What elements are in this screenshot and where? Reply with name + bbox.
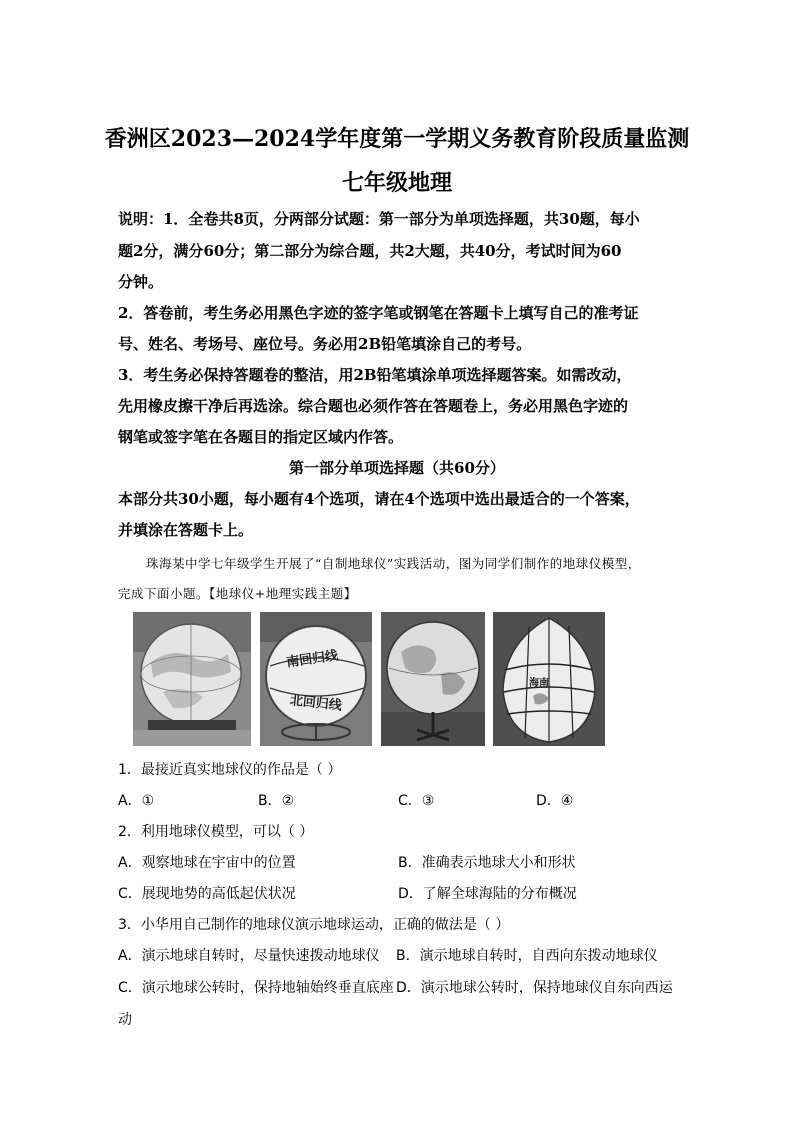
question-1-stem: 1．最接近真实地球仪的作品是（ ） (118, 762, 342, 778)
part1-heading: 第一部分单项选择题（共60分） (289, 459, 505, 477)
instruction-line: 分钟。 (118, 273, 164, 291)
instruction-line: 号、姓名、考场号、座位号。务必用2B铅笔填涂自己的考号。 (118, 335, 532, 353)
globe-photos (133, 612, 605, 746)
question-1-option-c[interactable]: C．③ (398, 793, 435, 809)
question-2-stem: 2．利用地球仪模型，可以（ ） (118, 824, 314, 840)
question-3-option-d[interactable]: D．演示地球公转时，保持地球仪自东向西运 (396, 980, 673, 996)
question-2-option-c[interactable]: C．展现地势的高低起伏状况 (118, 886, 296, 902)
instruction-line: 题2分，满分60分；第二部分为综合题，共2大题，共40分，考试时间为60 (118, 242, 622, 260)
part1-desc-line: 本部分共30小题，每小题有4个选项，请在4个选项中选出最适合的一个答案， (118, 490, 640, 508)
exam-title: 香洲区2023—2024学年度第一学期义务教育阶段质量监测 (104, 126, 690, 152)
question-1-option-a[interactable]: A．① (118, 793, 155, 809)
globe-photo-3 (381, 612, 485, 746)
question-2-option-b[interactable]: B．准确表示地球大小和形状 (398, 855, 576, 871)
question-2-option-a[interactable]: A．观察地球在宇宙中的位置 (118, 855, 296, 871)
instruction-line: 钢笔或签字笔在各题目的指定区域内作答。 (118, 428, 404, 446)
context-line: 珠海某中学七年级学生开展了“自制地球仪”实践活动，图为同学们制作的地球仪模型， (146, 556, 641, 571)
globe-photo-1 (133, 612, 251, 746)
question-1-option-b[interactable]: B．② (258, 793, 295, 809)
photo-label-north-tropic: 北回归线 (289, 693, 343, 714)
instruction-line: 3．考生务必保持答题卷的整洁，用2B铅笔填涂单项选择题答案。如需改动， (118, 366, 632, 384)
instruction-line: 说明：1．全卷共8页，分两部分试题：第一部分为单项选择题，共30题，每小 (118, 210, 640, 228)
globe-photo-2 (260, 612, 372, 746)
context-line: 完成下面小题。【地球仪+地理实践主题】 (118, 586, 357, 601)
globe-photo-4 (493, 612, 605, 746)
question-3-option-a[interactable]: A．演示地球自转时，尽量快速拨动地球仪 (118, 948, 380, 964)
instruction-line: 2．答卷前，考生务必用黑色字迹的签字笔或钢笔在答题卡上填写自己的准考证 (118, 304, 639, 322)
question-3-option-c[interactable]: C．演示地球公转时，保持地轴始终垂直底座 (118, 980, 394, 996)
exam-subject: 七年级地理 (341, 170, 452, 196)
question-3-option-d-continued: 动 (118, 1012, 132, 1028)
instruction-line: 先用橡皮擦干净后再选涂。综合题也必须作答在答题卷上，务必用黑色字迹的 (118, 397, 629, 415)
question-1-option-d[interactable]: D．④ (536, 793, 574, 809)
photo-label-hainan: 海南 (529, 678, 549, 689)
photo-label-south-tropic: 南回归线 (285, 648, 340, 671)
part1-desc-line: 并填涂在答题卡上。 (118, 521, 254, 539)
question-3-stem: 3．小华用自己制作的地球仪演示地球运动，正确的做法是（ ） (118, 917, 510, 933)
question-2-option-d[interactable]: D．了解全球海陆的分布概况 (398, 886, 577, 902)
question-3-option-b[interactable]: B．演示地球自转时，自西向东拨动地球仪 (396, 948, 658, 964)
